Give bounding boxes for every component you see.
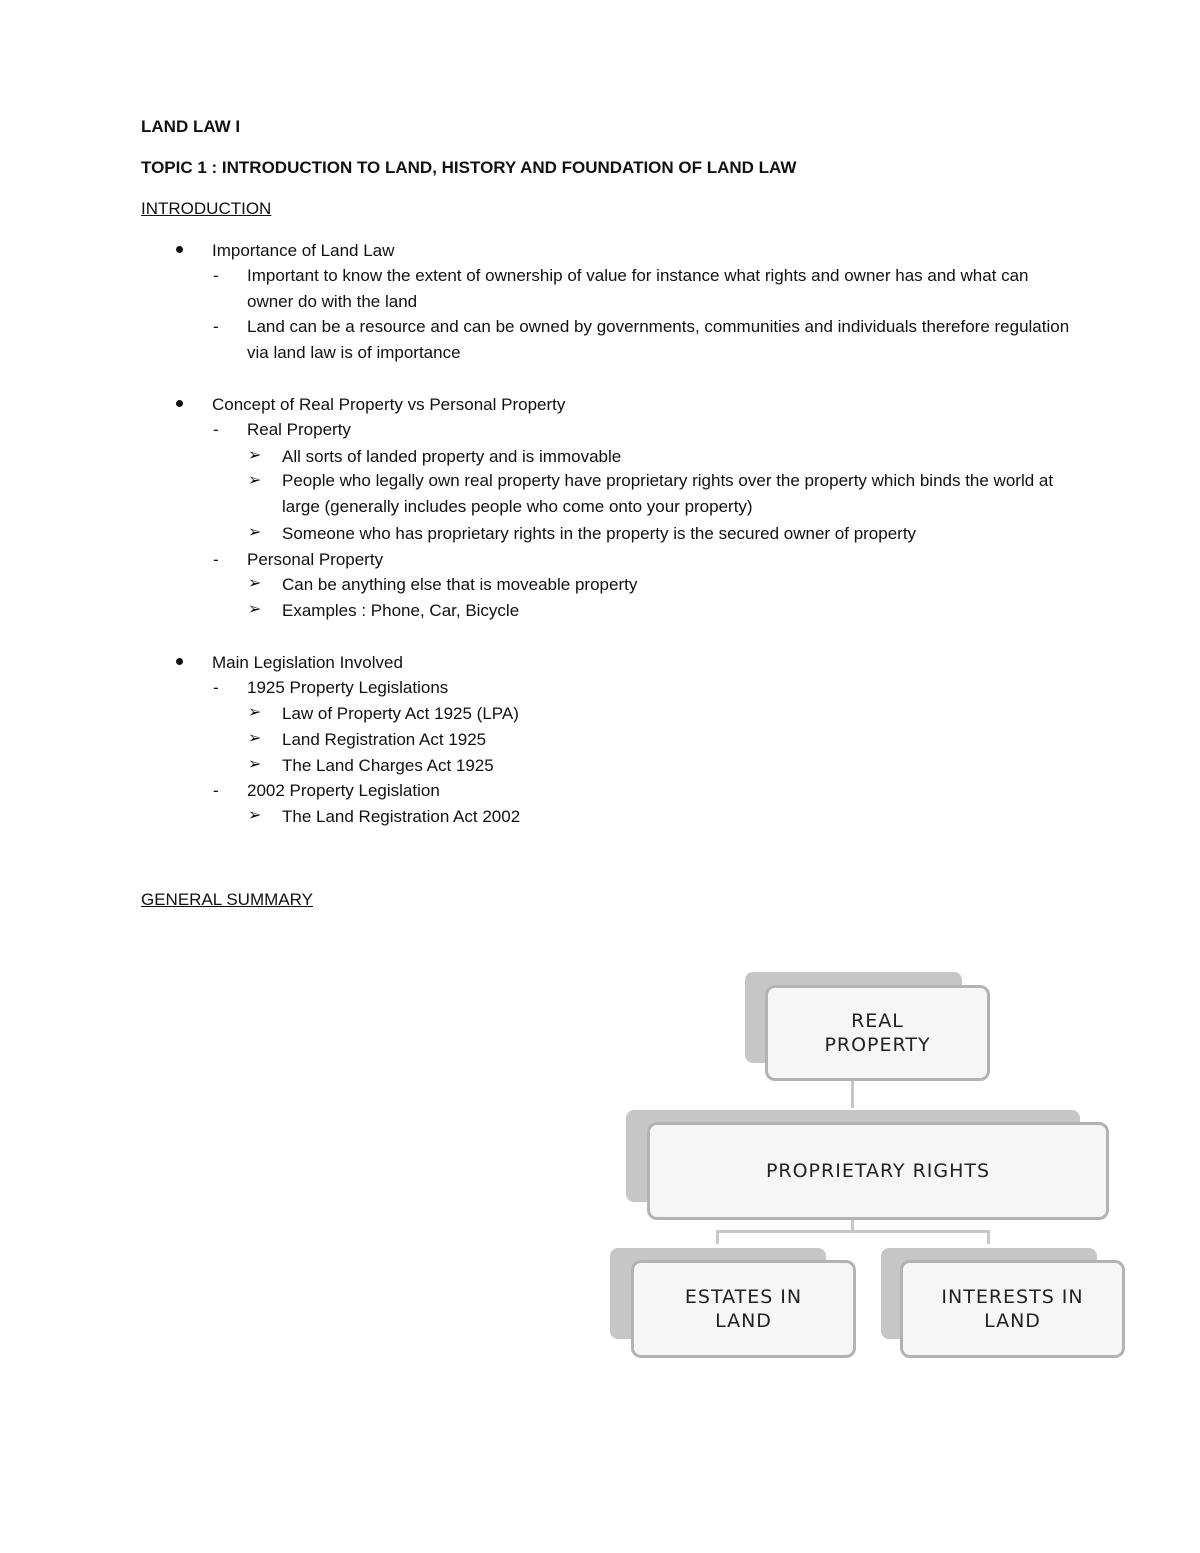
general-summary-heading: GENERAL SUMMARY bbox=[141, 890, 313, 909]
dash-icon: - bbox=[213, 678, 219, 697]
connector-branch bbox=[716, 1230, 990, 1233]
bullet-icon bbox=[176, 658, 183, 665]
arrow-bullet-icon: ➢ bbox=[248, 704, 262, 721]
arrow-bullet-icon: ➢ bbox=[248, 601, 262, 618]
bullet-main-legislation: Main Legislation Involved bbox=[212, 653, 403, 672]
personal-property-point: Can be anything else that is moveable property bbox=[282, 575, 638, 594]
personal-property-point: Examples : Phone, Car, Bicycle bbox=[282, 601, 520, 620]
arrow-bullet-icon: ➢ bbox=[248, 472, 262, 489]
sub-real-property: Real Property bbox=[247, 420, 351, 439]
legislation-item: The Land Charges Act 1925 bbox=[282, 756, 494, 775]
legislation-item: The Land Registration Act 2002 bbox=[282, 807, 521, 826]
bullet-real-vs-personal-property: Concept of Real Property vs Personal Property bbox=[212, 395, 566, 414]
proprietary-rights-node: PROPRIETARY RIGHTS bbox=[647, 1122, 1109, 1220]
arrow-bullet-icon: ➢ bbox=[248, 524, 262, 541]
legislation-item: Law of Property Act 1925 (LPA) bbox=[282, 704, 519, 723]
topic-heading: TOPIC 1 : INTRODUCTION TO LAND, HISTORY AND FOUNDATION OF LAND LAW bbox=[141, 158, 797, 177]
legislation-item: Land Registration Act 1925 bbox=[282, 730, 487, 749]
point-ownership-extent: Important to know the extent of ownership of value for instance what rights and owner has and what can owner do with the land bbox=[247, 266, 1029, 311]
real-property-node: REAL PROPERTY bbox=[765, 985, 990, 1081]
arrow-bullet-icon: ➢ bbox=[248, 730, 262, 747]
sub-personal-property: Personal Property bbox=[247, 550, 384, 569]
summary-diagram bbox=[600, 960, 1140, 1380]
arrow-bullet-icon: ➢ bbox=[248, 447, 262, 464]
arrow-bullet-icon: ➢ bbox=[248, 807, 262, 824]
bullet-importance-of-land-law: Importance of Land Law bbox=[212, 241, 395, 260]
dash-icon: - bbox=[213, 420, 219, 439]
real-property-point: All sorts of landed property and is immovable bbox=[282, 447, 622, 466]
interests-in-land-node: INTERESTS IN LAND bbox=[900, 1260, 1125, 1358]
real-property-point: Someone who has proprietary rights in the property is the secured owner of property bbox=[282, 524, 917, 543]
dash-icon: - bbox=[213, 781, 219, 800]
sub-2002-legislation: 2002 Property Legislation bbox=[247, 781, 440, 800]
bullet-icon bbox=[176, 400, 183, 407]
connector-right-branch bbox=[987, 1230, 990, 1244]
bullet-icon bbox=[176, 246, 183, 253]
introduction-heading: INTRODUCTION bbox=[141, 199, 272, 218]
document-title: LAND LAW I bbox=[141, 117, 241, 136]
real-property-point: People who legally own real property have proprietary rights over the property which binds the world at large (generally includes people who come onto your property) bbox=[282, 471, 1054, 516]
dash-icon: - bbox=[213, 550, 219, 569]
dash-icon: - bbox=[213, 317, 219, 336]
point-land-resource: Land can be a resource and can be owned by governments, communities and individuals therefore regulation via land law is of importance bbox=[247, 317, 1070, 362]
dash-icon: - bbox=[213, 266, 219, 285]
estates-in-land-node: ESTATES IN LAND bbox=[631, 1260, 856, 1358]
sub-1925-legislations: 1925 Property Legislations bbox=[247, 678, 449, 697]
connector-left-branch bbox=[716, 1230, 719, 1244]
arrow-bullet-icon: ➢ bbox=[248, 756, 262, 773]
arrow-bullet-icon: ➢ bbox=[248, 575, 262, 592]
